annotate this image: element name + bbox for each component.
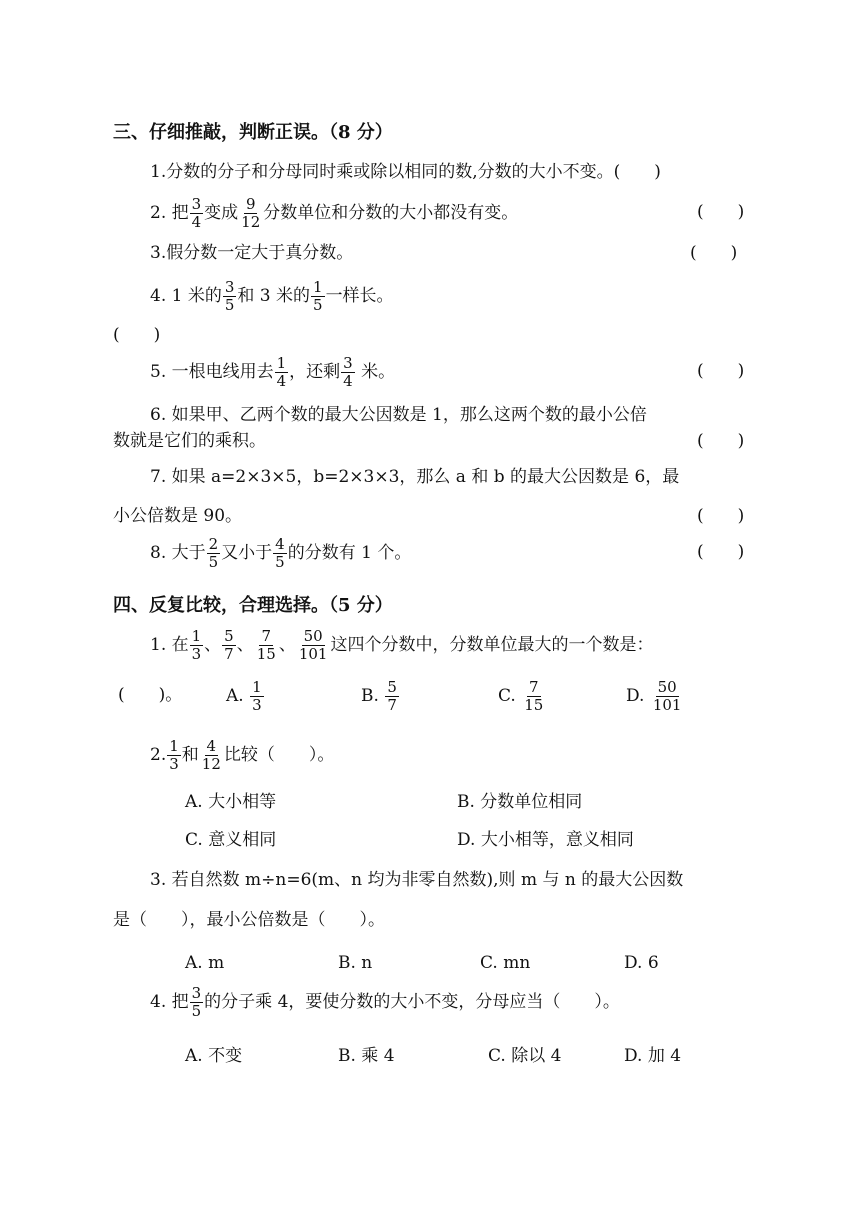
s3-question-7-line1: 7. 如果 a=2×3×5，b=2×3×3，那么 a 和 b 的最大公因数是 6，最 bbox=[150, 467, 680, 487]
s3-question-2: 2. 把 $\frac{3}{4}$ 变成 $\frac{9}{12}$ 分数单位和分数的大小都没有变。 bbox=[150, 195, 519, 231]
answer-paren-7[interactable]: ( ) bbox=[697, 506, 745, 526]
fraction: $\frac{3}{5}$ bbox=[191, 984, 202, 1020]
fraction: $\frac{1}{5}$ bbox=[313, 278, 323, 314]
s4-q2-option-d[interactable]: D. 大小相等，意义相同 bbox=[457, 830, 634, 850]
s3-question-5: 5. 一根电线用去 $\frac{1}{4}$ ，还剩 $\frac{3}{4}$ 米。 bbox=[150, 354, 396, 390]
fraction: $\frac{3}{5}$ bbox=[224, 278, 235, 314]
fraction: $\frac{50}{101}$ bbox=[298, 627, 328, 663]
s3-question-7-line2: 小公倍数是 90。 bbox=[113, 506, 243, 526]
fraction: $\frac{4}{5}$ bbox=[275, 535, 285, 571]
s4-q3-option-a[interactable]: A. m bbox=[185, 953, 225, 973]
section4-heading: 四、反复比较，合理选择。（5 分） bbox=[113, 595, 393, 616]
s3-question-6-line1: 6. 如果甲、乙两个数的最大公因数是 1，那么这两个数的最小公倍 bbox=[150, 405, 647, 425]
s4-question-4: 4. 把 $\frac{3}{5}$ 的分子乘 4，要使分数的大小不变，分母应当（ ）。 bbox=[150, 984, 620, 1020]
s4-q4-option-d[interactable]: D. 加 4 bbox=[624, 1046, 682, 1066]
s4-q2-option-c[interactable]: C. 意义相同 bbox=[185, 830, 277, 850]
fraction: $\frac{1}{3}$ bbox=[191, 627, 202, 663]
answer-paren-2[interactable]: ( ) bbox=[697, 202, 745, 222]
answer-paren-3[interactable]: ( ) bbox=[690, 243, 738, 263]
fraction: $\frac{9}{12}$ bbox=[241, 195, 261, 231]
s4-question-2: 2. $\frac{1}{3}$ 和 $\frac{4}{12}$ 比较（ ）。 bbox=[150, 737, 335, 773]
s4-q3-option-d[interactable]: D. 6 bbox=[624, 953, 659, 973]
fraction: $\frac{4}{12}$ bbox=[201, 737, 221, 773]
s4-q4-option-c[interactable]: C. 除以 4 bbox=[488, 1046, 562, 1066]
s4-q4-option-b[interactable]: B. 乘 4 bbox=[338, 1046, 395, 1066]
s3-question-6-line2: 数就是它们的乘积。 bbox=[113, 431, 266, 451]
s4-q1-blank[interactable]: ( )。 bbox=[118, 685, 183, 705]
s3-question-4: 4. 1 米的 $\frac{3}{5}$ 和 3 米的 $\frac{1}{5}$ 一样长。 bbox=[150, 278, 394, 314]
s4-question-1: 1. 在 $\frac{1}{3}$ 、 $\frac{5}{7}$ 、 $\frac{7}{15}$ 、 $\frac{50}{101}$ 这四个分数中，分数单位最大的一个数是： bbox=[150, 627, 654, 663]
s4-q3-option-c[interactable]: C. mn bbox=[480, 953, 531, 973]
answer-paren-4[interactable]: ( ) bbox=[113, 325, 161, 345]
s3-question-1: 1.分数的分子和分母同时乘或除以相同的数,分数的大小不变。( ) bbox=[150, 162, 661, 182]
s4-question-3-line1: 3. 若自然数 m÷n=6(m、n 均为非零自然数),则 m 与 n 的最大公因数 bbox=[150, 870, 684, 890]
s4-question-3-line2: 是（ ），最小公倍数是（ ）。 bbox=[113, 910, 385, 930]
fraction: $\frac{2}{5}$ bbox=[208, 535, 219, 571]
s4-q4-option-a[interactable]: A. 不变 bbox=[185, 1046, 243, 1066]
fraction: $\frac{1}{3}$ bbox=[169, 737, 179, 773]
s4-q1-option-a[interactable]: A. $\frac{1}{3}$ bbox=[226, 678, 262, 714]
fraction: $\frac{3}{4}$ bbox=[343, 354, 353, 390]
s4-q2-option-b[interactable]: B. 分数单位相同 bbox=[457, 792, 583, 812]
s4-q2-option-a[interactable]: A. 大小相等 bbox=[185, 792, 277, 812]
s3-question-3: 3.假分数一定大于真分数。 bbox=[150, 243, 354, 263]
section3-heading: 三、仔细推敲，判断正误。（8 分） bbox=[113, 122, 393, 143]
fraction: $\frac{7}{15}$ bbox=[256, 627, 276, 663]
s4-q1-option-d[interactable]: D. $\frac{50}{101}$ bbox=[626, 678, 682, 714]
s4-q1-option-c[interactable]: C. $\frac{7}{15}$ bbox=[498, 678, 544, 714]
s3-question-8: 8. 大于 $\frac{2}{5}$ 又小于 $\frac{4}{5}$ 的分数有 1 个。 bbox=[150, 535, 412, 571]
answer-paren-6[interactable]: ( ) bbox=[697, 431, 745, 451]
answer-paren-8[interactable]: ( ) bbox=[697, 542, 745, 562]
answer-paren-5[interactable]: ( ) bbox=[697, 361, 745, 381]
fraction: $\frac{5}{7}$ bbox=[224, 627, 234, 663]
s4-q3-option-b[interactable]: B. n bbox=[338, 953, 373, 973]
fraction: $\frac{1}{4}$ bbox=[276, 354, 287, 390]
fraction: $\frac{3}{4}$ bbox=[191, 195, 202, 231]
s4-q1-option-b[interactable]: B. $\frac{5}{7}$ bbox=[361, 678, 397, 714]
